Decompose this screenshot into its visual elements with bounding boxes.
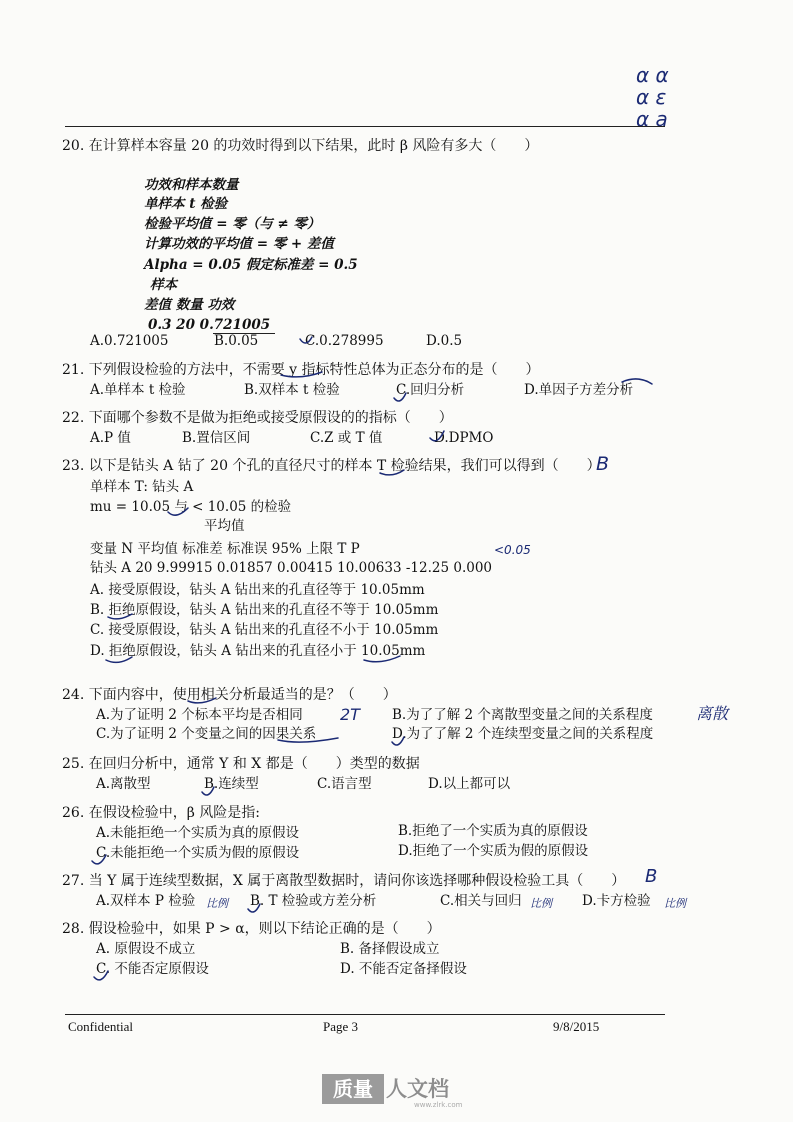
q20-output-title: 功效和样本数量 [144,177,239,193]
q27-handwritten-answer: B [645,866,658,887]
q21-option-c: C.回归分析 [396,382,465,398]
watermark-text: 人文档 [386,1077,449,1101]
q20-output-row: 0.3 20 0.721005 [148,317,271,333]
q24-c-underline [278,738,338,742]
q21-option-a: A.单样本 t 检验 [90,382,186,398]
q21-option-d: D.单因子方差分析 [524,382,634,398]
q27-option-d: D.卡方检验 [582,893,651,909]
q28-option-a: A. 原假设不成立 [96,941,196,957]
q20-output-test: 单样本 t 检验 [144,196,228,212]
q23-less-than-mark [168,508,188,515]
q20-output-alpha: Alpha = 0.05 假定标准差 = 0.5 [144,257,358,273]
watermark-box: 质量 [322,1074,384,1104]
q26-option-a: A.未能拒绝一个实质为真的原假设 [96,825,300,841]
q22-option-a: A.P 值 [90,430,131,446]
q28-option-c: C. 不能否定原假设 [96,961,209,977]
q23-output-line3: 平均值 [204,518,245,534]
q24-option-a: A.为了证明 2 个标本平均是否相同 [96,707,303,723]
q28-stem: 28. 假设检验中，如果 P > α，则以下结论正确的是（ ） [62,921,441,937]
q25-option-b: B.连续型 [204,776,259,792]
q23-option-a: A. 接受原假设，钻头 A 钻出来的孔直径等于 10.05mm [90,582,425,598]
q20-check-mark [300,337,312,343]
q20-output-header: 差值 数量 功效 [144,297,235,313]
q26-stem: 26. 在假设检验中，β 风险是指: [62,805,260,821]
q22-option-c: C.Z 或 T 值 [310,430,383,446]
q23-option-b: B. 拒绝原假设，钻头 A 钻出来的孔直径不等于 10.05mm [90,602,439,618]
q28-option-d: D. 不能否定备择假设 [340,961,467,977]
q24-check-mark [392,737,404,745]
q27-option-a: A.双样本 P 检验 [96,893,196,909]
footer-date: 9/8/2015 [553,1019,600,1034]
q26-check-mark [92,855,106,864]
q25-stem: 25. 在回归分析中，通常 Y 和 X 都是（ ）类型的数据 [62,756,420,772]
q20-output-calc: 计算功效的平均值 = 零 + 差值 [144,236,334,252]
q24-handwritten-note-1: 2T [340,705,360,724]
q23-option-c: C. 接受原假设，钻头 A 钻出来的孔直径不小于 10.05mm [90,622,439,638]
q21-note-mark [622,379,652,384]
q21-stem: 21. 下列假设检验的方法中，不需要 y 指标特性总体为正态分布的是（ ） [62,362,540,378]
footer-page-number: Page 3 [323,1019,359,1034]
q23-b-underline [108,614,132,619]
q23-option-d: D. 拒绝原假设，钻头 A 钻出来的孔直径小于 10.05mm [90,643,426,659]
q22-stem: 22. 下面哪个参数不是做为拒绝或接受原假设的的指标（ ） [62,410,453,426]
q26-option-b: B.拒绝了一个实质为真的原假设 [398,823,588,839]
q24-underline-mark [188,698,216,703]
q25-check-mark [202,787,214,795]
q23-output-line2: mu = 10.05 与 < 10.05 的检验 [90,499,292,515]
q23-handwritten-answer: B [596,453,610,475]
q23-underline-mark [380,470,404,475]
q23-d-underline-2 [364,656,400,662]
q26-option-c: C.未能拒绝一个实质为假的原假设 [96,845,300,861]
q23-output-header: 变量 N 平均值 标准差 标准误 95% 上限 T P [90,541,360,557]
q27-stem: 27. 当 Y 属于连续型数据，X 属于离散型数据时，请问你该选择哪种假设检验工具（ ） [62,873,626,889]
footer-rule [65,1014,665,1015]
q23-output-row: 钻头 A 20 9.99915 0.01857 0.00415 10.00633 -12.25 0.000 [90,560,493,576]
q27-handwritten-note-2: 比例 [530,897,552,910]
q20-option-b: B.0.05 [214,333,259,349]
q23-output-line1: 单样本 T: 钻头 A [90,479,194,495]
q25-option-d: D.以上都可以 [428,776,511,792]
q20-stem: 20. 在计算样本容量 20 的功效时得到以下结果，此时 β 风险有多大（ ） [62,138,539,154]
q22-option-d: D.DPMO [434,430,494,446]
q20-option-a: A.0.721005 [90,333,169,349]
q20-output-hyp: 检验平均值 = 零（与 ≠ 零） [144,216,321,232]
footer-confidential: Confidential [68,1019,133,1034]
q24-option-c: C.为了证明 2 个变量之间的因果关系 [96,726,317,742]
q21-underline-mark [281,372,322,377]
handwritten-top-right: α α α ε α a [636,63,669,131]
q24-option-d: D.为了了解 2 个连续型变量之间的关系程度 [392,726,654,742]
watermark-logo [322,1070,472,1110]
q23-d-underline [106,657,132,662]
watermark-url: www.zlrk.com [414,1101,463,1109]
q20-option-c: C.0.278995 [305,333,384,349]
q27-option-b: B. T 检验或方差分析 [250,893,377,909]
q25-option-a: A.离散型 [96,776,151,792]
q28-check-mark [94,971,108,980]
q22-check-mark [430,431,444,441]
q20-output-sample: 样本 [150,277,177,293]
q27-handwritten-note-1: 比例 [206,897,228,910]
q28-option-b: B. 备择假设成立 [340,941,440,957]
q22-option-b: B.置信区间 [182,430,251,446]
q24-stem: 24. 下面内容中，使用相关分析最适当的是？（ ） [62,687,397,703]
q20-option-d: D.0.5 [426,333,463,349]
q24-option-b: B.为了了解 2 个离散型变量之间的关系程度 [392,707,653,723]
q26-option-d: D.拒绝了一个实质为假的原假设 [398,843,589,859]
q23-stem: 23. 以下是钻头 A 钻了 20 个孔的直径尺寸的样本 T 检验结果，我们可以得到（ ） [62,458,601,474]
q21-option-b: B.双样本 t 检验 [244,382,340,398]
q25-option-c: C.语言型 [317,776,372,792]
q27-handwritten-note-3: 比例 [664,897,686,910]
q27-check-mark [248,904,260,912]
q23-handwritten-note: <0.05 [494,543,531,557]
q27-option-c: C.相关与回归 [440,893,522,909]
q21-check-mark [394,393,406,401]
q24-handwritten-note-2: 离散 [696,704,729,723]
